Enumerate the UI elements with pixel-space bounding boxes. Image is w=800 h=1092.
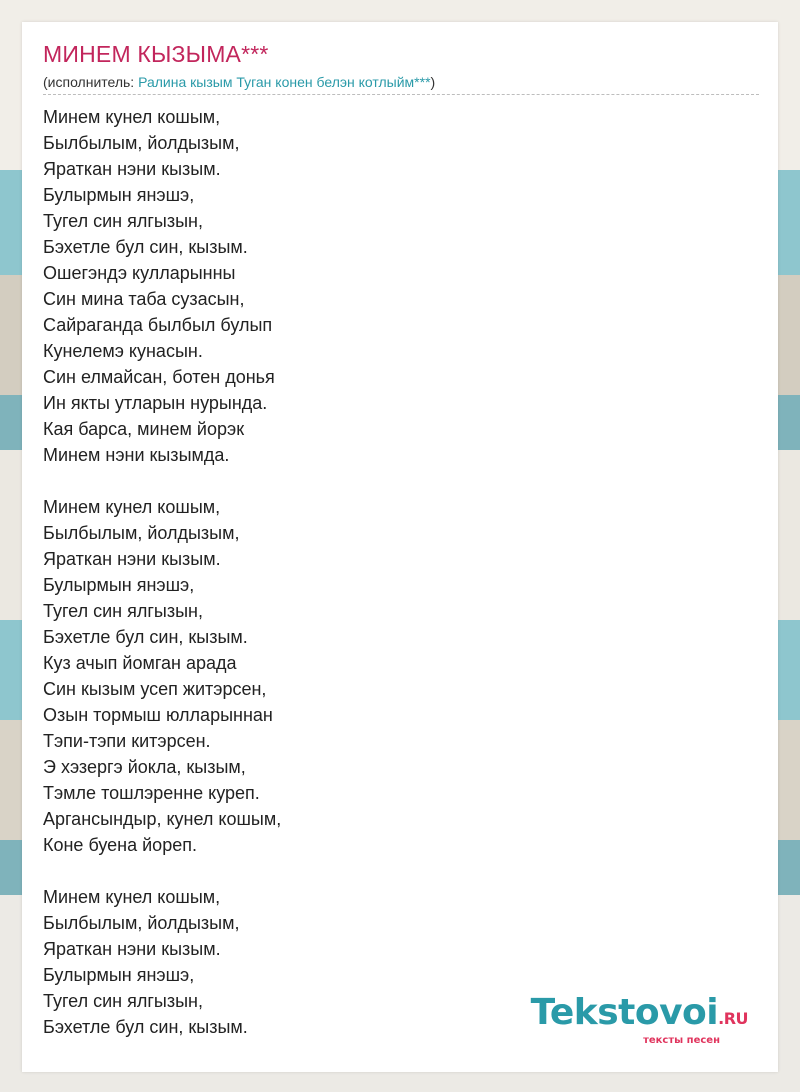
lyric-line: Син мина таба сузасын,	[43, 289, 245, 309]
performer-line	[43, 74, 759, 95]
lyric-line: Минем кунел кошым,	[43, 887, 221, 907]
lyric-line: Ин якты утларын нурында.	[43, 393, 268, 413]
verse-gap	[43, 858, 281, 884]
lyric-line: Аргансындыр, кунел кошым,	[43, 809, 282, 829]
performer-suffix: )	[430, 74, 436, 90]
lyric-line: Тугел син ялгызын,	[43, 211, 203, 231]
lyrics-card	[22, 22, 778, 1072]
lyric-line: Озын тормыш юлларыннан	[43, 705, 273, 725]
lyric-line: Минем кунел кошым,	[43, 107, 221, 127]
verse-1	[43, 104, 281, 468]
lyric-line: Минем нэни кызымда.	[43, 445, 230, 465]
verse-2	[43, 494, 281, 858]
lyrics-body	[43, 104, 281, 1040]
lyric-line: Яраткан нэни кызым.	[43, 159, 221, 179]
lyric-line: Тэпи-тэпи китэрсен.	[43, 731, 211, 751]
lyric-line: Булырмын янэшэ,	[43, 575, 195, 595]
lyric-line: Ошегэндэ кулларынны	[43, 263, 236, 283]
lyric-line: Минем кунел кошым,	[43, 497, 221, 517]
lyric-line: Булырмын янэшэ,	[43, 965, 195, 985]
lyric-line: Кая барса, минем йорэк	[43, 419, 245, 439]
lyric-line: Коне буена йореп.	[43, 835, 197, 855]
verse-gap	[43, 468, 281, 494]
lyric-line: Син кызым усеп житэрсен,	[43, 679, 267, 699]
logo-tld: .RU	[718, 1009, 748, 1028]
lyric-line: Тугел син ялгызын,	[43, 601, 203, 621]
lyric-line: Кунелемэ кунасын.	[43, 341, 203, 361]
lyric-line: Э хэзергэ йокла, кызым,	[43, 757, 246, 777]
lyric-line: Былбылым, йолдызым,	[43, 133, 240, 153]
lyric-line: Тэмле тошлэренне куреп.	[43, 783, 260, 803]
lyric-line: Бэхетле бул син, кызым.	[43, 1017, 248, 1037]
lyric-line: Былбылым, йолдызым,	[43, 913, 240, 933]
song-title: МИНЕМ КЫЗЫМА***	[43, 41, 269, 67]
site-logo[interactable]	[530, 992, 748, 1046]
logo-wordmark	[530, 992, 748, 1037]
logo-name: Tekstovoi	[530, 992, 719, 1033]
verse-3	[43, 884, 281, 1040]
lyric-line: Бэхетле бул син, кызым.	[43, 237, 248, 257]
artist-link[interactable]: Ралина кызым Туган конен белэн котлыйм***	[138, 74, 431, 90]
lyric-line: Тугел син ялгызын,	[43, 991, 203, 1011]
lyric-line: Яраткан нэни кызым.	[43, 939, 221, 959]
lyric-line: Син елмайсан, ботен донья	[43, 367, 275, 387]
lyric-line: Яраткан нэни кызым.	[43, 549, 221, 569]
lyric-line: Булырмын янэшэ,	[43, 185, 195, 205]
lyric-line: Бэхетле бул син, кызым.	[43, 627, 248, 647]
lyric-line: Сайраганда былбыл булып	[43, 315, 273, 335]
lyric-line: Куз ачып йомган арада	[43, 653, 237, 673]
performer-prefix: (исполнитель:	[43, 74, 139, 90]
logo-tagline: тексты песен	[643, 1035, 720, 1046]
lyric-line: Былбылым, йолдызым,	[43, 523, 240, 543]
